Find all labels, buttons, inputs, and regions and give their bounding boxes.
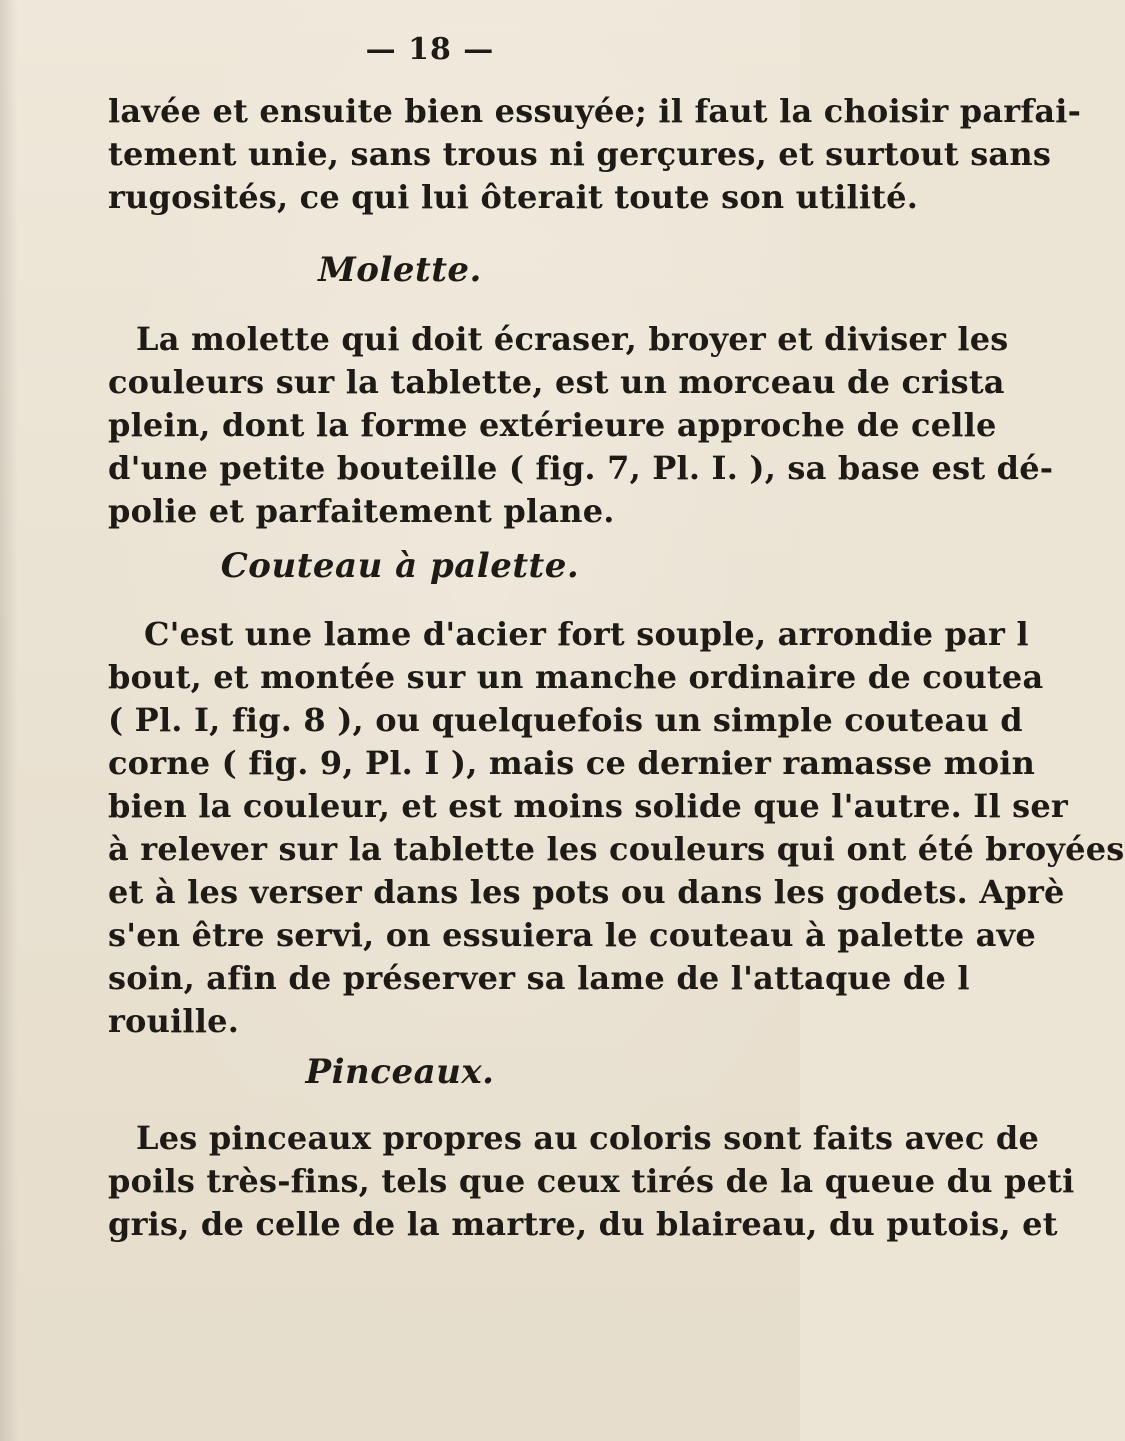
text-line: plein, dont la forme extérieure approche de celle xyxy=(108,406,997,444)
text-line: C'est une lame d'acier fort souple, arrondie par l xyxy=(144,615,1029,653)
text-line: et à les verser dans les pots ou dans les godets. Aprè xyxy=(108,873,1065,911)
text-line: s'en être servi, on essuiera le couteau à palette ave xyxy=(108,916,1036,954)
section-heading-molette: Molette. xyxy=(318,250,482,290)
page-number: — 18 — xyxy=(365,32,495,67)
paragraph-molette xyxy=(108,318,1054,533)
text-line: Les pinceaux propres au coloris sont faits avec de xyxy=(136,1119,1040,1157)
text-line: à relever sur la tablette les couleurs qui ont été broyées xyxy=(108,830,1125,868)
paragraph-pinceaux xyxy=(108,1117,1075,1246)
section-heading-couteau: Couteau à palette. xyxy=(220,546,580,586)
text-line: bout, et montée sur un manche ordinaire de coutea xyxy=(108,658,1044,696)
intro-paragraph xyxy=(108,90,1082,219)
text-line: rouille. xyxy=(108,1002,240,1040)
text-line: polie et parfaitement plane. xyxy=(108,492,615,530)
text-line: rugosités, ce qui lui ôterait toute son utilité. xyxy=(108,178,919,216)
text-line: corne ( fig. 9, Pl. I ), mais ce dernier ramasse moin xyxy=(108,744,1036,782)
page-gutter-shadow xyxy=(0,0,18,1441)
text-line: couleurs sur la tablette, est un morceau de crista xyxy=(108,363,1005,401)
text-line: tement unie, sans trous ni gerçures, et surtout sans xyxy=(108,135,1052,173)
section-heading-pinceaux: Pinceaux. xyxy=(305,1052,495,1092)
text-line: poils très-fins, tels que ceux tirés de la queue du peti xyxy=(108,1162,1075,1200)
text-line: gris, de celle de la martre, du blaireau, du putois, et xyxy=(108,1205,1058,1243)
text-line: lavée et ensuite bien essuyée; il faut la choisir parfai- xyxy=(108,92,1082,130)
text-line: La molette qui doit écraser, broyer et diviser les xyxy=(136,320,1009,358)
text-line: soin, afin de préserver sa lame de l'attaque de l xyxy=(108,959,970,997)
text-line: ( Pl. I, fig. 8 ), ou quelquefois un simple couteau d xyxy=(108,701,1023,739)
text-line: d'une petite bouteille ( fig. 7, Pl. I. ), sa base est dé- xyxy=(108,449,1054,487)
paragraph-couteau xyxy=(108,613,1125,1043)
text-line: bien la couleur, et est moins solide que l'autre. Il ser xyxy=(108,787,1068,825)
